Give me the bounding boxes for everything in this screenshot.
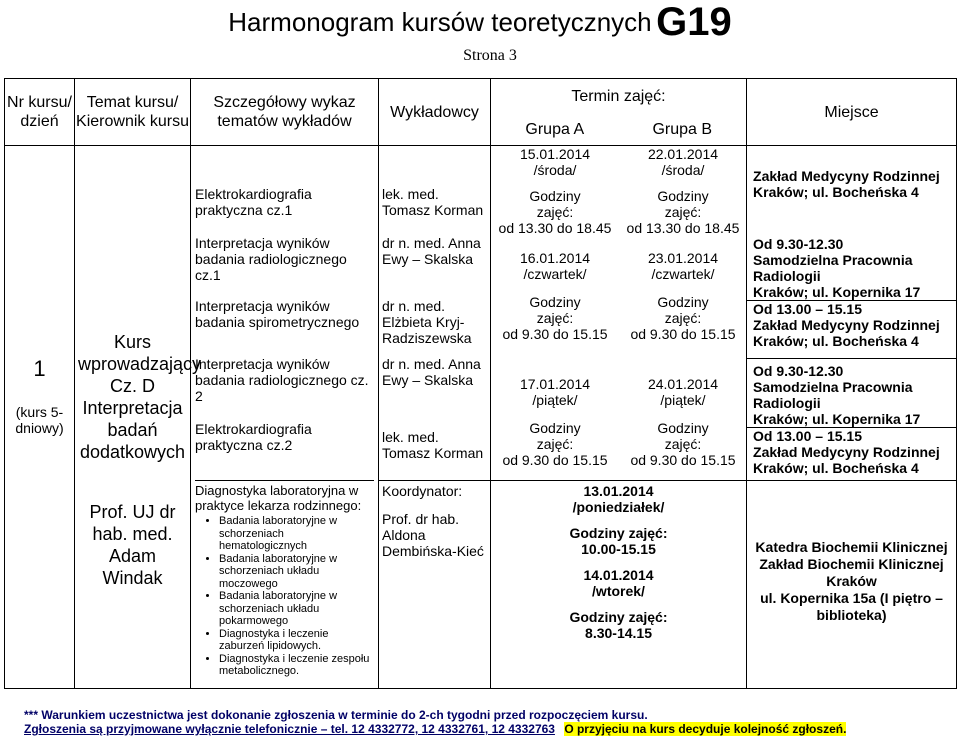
course-nr: 1 xyxy=(33,356,46,381)
grupa-b-time: od 13.30 do 18.45 xyxy=(626,220,740,236)
page-number: Strona 3 xyxy=(463,47,517,64)
grupa-a-column xyxy=(491,146,619,480)
grupa-a-label: Godziny zajęć: xyxy=(529,420,581,452)
topic-item: Interpretacja wyników badania spirometrycznego xyxy=(195,298,360,330)
coordinator-label: Koordynator: xyxy=(382,483,463,499)
place-block: Od 9.30-12.30 Samodzielna Pracownia Radiologii Kraków; ul. Kopernika 17 Od 13.00 – 15.15 Zakład Medycyny Rodzinnej Kraków; ul. Bocheńska 4 xyxy=(747,358,956,476)
course-nr-cell xyxy=(5,146,75,689)
lecturer-item: lek. med. Tomasz Korman xyxy=(382,429,484,461)
grupa-a-label: Godziny zajęć: xyxy=(529,188,581,220)
terms-cell xyxy=(491,146,747,689)
course-title: Kurs wprowadzający Cz. D Interpretacja badań dodatkowych xyxy=(78,332,202,462)
grupa-b-day: /piątek/ xyxy=(660,392,706,408)
course-title-cell xyxy=(75,146,202,689)
grupa-b-day: /środa/ xyxy=(661,162,705,178)
header-grupa-a: Grupa A xyxy=(525,121,585,138)
footer-contact: Zgłoszenia są przyjmowane wyłącznie telefonicznie – tel. 12 4332772, 12 4332761, 12 4332763 O przyjęciu na kurs decyduje kolejność zgłoszeń. xyxy=(24,722,847,736)
grupa-a-date: 15.01.2014 xyxy=(519,146,591,162)
list-item: • Diagnostyka i leczenie zaburzeń lipidowych. xyxy=(219,628,374,653)
list-item: • Badania laboratoryjne w schorzeniach układu moczowego xyxy=(219,553,374,591)
grupa-a-day: /piątek/ xyxy=(532,392,578,408)
lecturer-item: lek. med. Tomasz Korman xyxy=(382,186,484,218)
grupa-b-date: 23.01.2014 xyxy=(647,250,719,266)
footer-note: *** Warunkiem uczestnictwa jest dokonanie zgłoszenia w terminie do 2-ch tygodni przed rozpoczęciem kursu. xyxy=(24,708,648,722)
diag-terms xyxy=(491,480,746,641)
course-leader: Prof. UJ dr hab. med. Adam Windak xyxy=(89,502,176,588)
header-wykladowcy: Wykładowcy xyxy=(379,79,491,146)
diag-day: /poniedziałek/ xyxy=(572,499,665,515)
grupa-a-label: Godziny zajęć: xyxy=(529,294,581,326)
grupa-b-date: 22.01.2014 xyxy=(647,146,719,162)
lecturer-item: dr n. med. Anna Ewy – Skalska xyxy=(382,235,481,267)
grupa-b-day: /czwartek/ xyxy=(651,266,715,282)
grupa-b-label: Godziny zajęć: xyxy=(657,294,709,326)
grupa-a-date: 17.01.2014 xyxy=(519,376,591,392)
coordinator-name: Prof. dr hab. Aldona Dembińska-Kieć xyxy=(382,511,484,559)
header-temat: Temat kursu/ Kierownik kursu xyxy=(75,79,191,146)
course-days: (kurs 5-dniowy) xyxy=(15,404,64,436)
grupa-a-time: od 13.30 do 18.45 xyxy=(498,220,612,236)
grupa-b-label: Godziny zajęć: xyxy=(657,420,709,452)
diag-hours-label: Godziny zajęć: xyxy=(569,525,668,541)
diag-block xyxy=(195,480,374,678)
header-grupa-b: Grupa B xyxy=(652,121,713,138)
places-cell xyxy=(747,146,957,689)
header-wykaz: Szczegółowy wykaz tematów wykładów xyxy=(191,79,379,146)
list-item: • Badania laboratoryjne w schorzeniach hematologicznych xyxy=(219,515,374,553)
place-block: Zakład Medycyny Rodzinnej Kraków; ul. Bocheńska 4 xyxy=(753,168,940,200)
place-block: Od 9.30-12.30 Samodzielna Pracownia Radiologii Kraków; ul. Kopernika 17 Od 13.00 – 15.15 Zakład Medycyny Rodzinnej Kraków; ul. Bocheńska 4 xyxy=(753,236,952,349)
grupa-b-time: od 9.30 do 15.15 xyxy=(630,452,736,468)
topic-item: Interpretacja wyników badania radiologicznego cz. 2 xyxy=(195,356,369,404)
diag-hours-label: Godziny zajęć: xyxy=(569,609,668,625)
grupa-a-time: od 9.30 do 15.15 xyxy=(502,452,608,468)
list-item: • Badania laboratoryjne w schorzeniach układu pokarmowego xyxy=(219,590,374,628)
coordinator-block xyxy=(379,480,490,559)
grupa-b-time: od 9.30 do 15.15 xyxy=(630,326,736,342)
title-code: G19 xyxy=(656,0,732,44)
schedule-table xyxy=(4,78,957,689)
title-text: Harmonogram kursów teoretycznych xyxy=(228,7,652,37)
lecturers-cell xyxy=(379,146,491,689)
diag-heading: Diagnostyka laboratoryjna w praktyce lekarza rodzinnego: xyxy=(195,483,362,513)
header-miejsce: Miejsce xyxy=(747,79,957,146)
header-nr: Nr kursu/ dzień xyxy=(5,79,75,146)
diag-list xyxy=(195,515,374,678)
lecturer-item: dr n. med. Elżbieta Kryj-Radziszewska xyxy=(382,298,472,346)
grupa-a-day: /czwartek/ xyxy=(523,266,587,282)
grupa-b-date: 24.01.2014 xyxy=(647,376,719,392)
grupa-b-column xyxy=(619,146,747,480)
grupa-b-label: Godziny zajęć: xyxy=(657,188,709,220)
grupa-a-day: /środa/ xyxy=(533,162,577,178)
place-block: Katedra Biochemii Klinicznej Zakład Biochemii Klinicznej Kraków ul. Kopernika 15a (I piętro –biblioteka) xyxy=(747,480,956,690)
topic-item: Elektrokardiografia praktyczna cz.2 xyxy=(195,421,312,453)
list-item: • Diagnostyka i leczenie zespołu metabolicznego. xyxy=(219,653,374,678)
diag-time: 10.00-15.15 xyxy=(581,541,656,557)
diag-time: 8.30-14.15 xyxy=(585,625,652,641)
grupa-a-time: od 9.30 do 15.15 xyxy=(502,326,608,342)
lecturer-item: dr n. med. Anna Ewy – Skalska xyxy=(382,356,481,388)
grupa-a-date: 16.01.2014 xyxy=(519,250,591,266)
topics-cell xyxy=(191,146,379,689)
diag-day: /wtorek/ xyxy=(592,583,645,599)
header-termin: Termin zajęć: Grupa A Grupa B xyxy=(491,79,747,146)
topic-item: Interpretacja wyników badania radiologicznego cz.1 xyxy=(195,235,347,283)
page-title xyxy=(0,0,960,44)
diag-date: 14.01.2014 xyxy=(583,567,654,583)
diag-date: 13.01.2014 xyxy=(583,483,654,499)
topic-item: Elektrokardiografia praktyczna cz.1 xyxy=(195,186,312,218)
